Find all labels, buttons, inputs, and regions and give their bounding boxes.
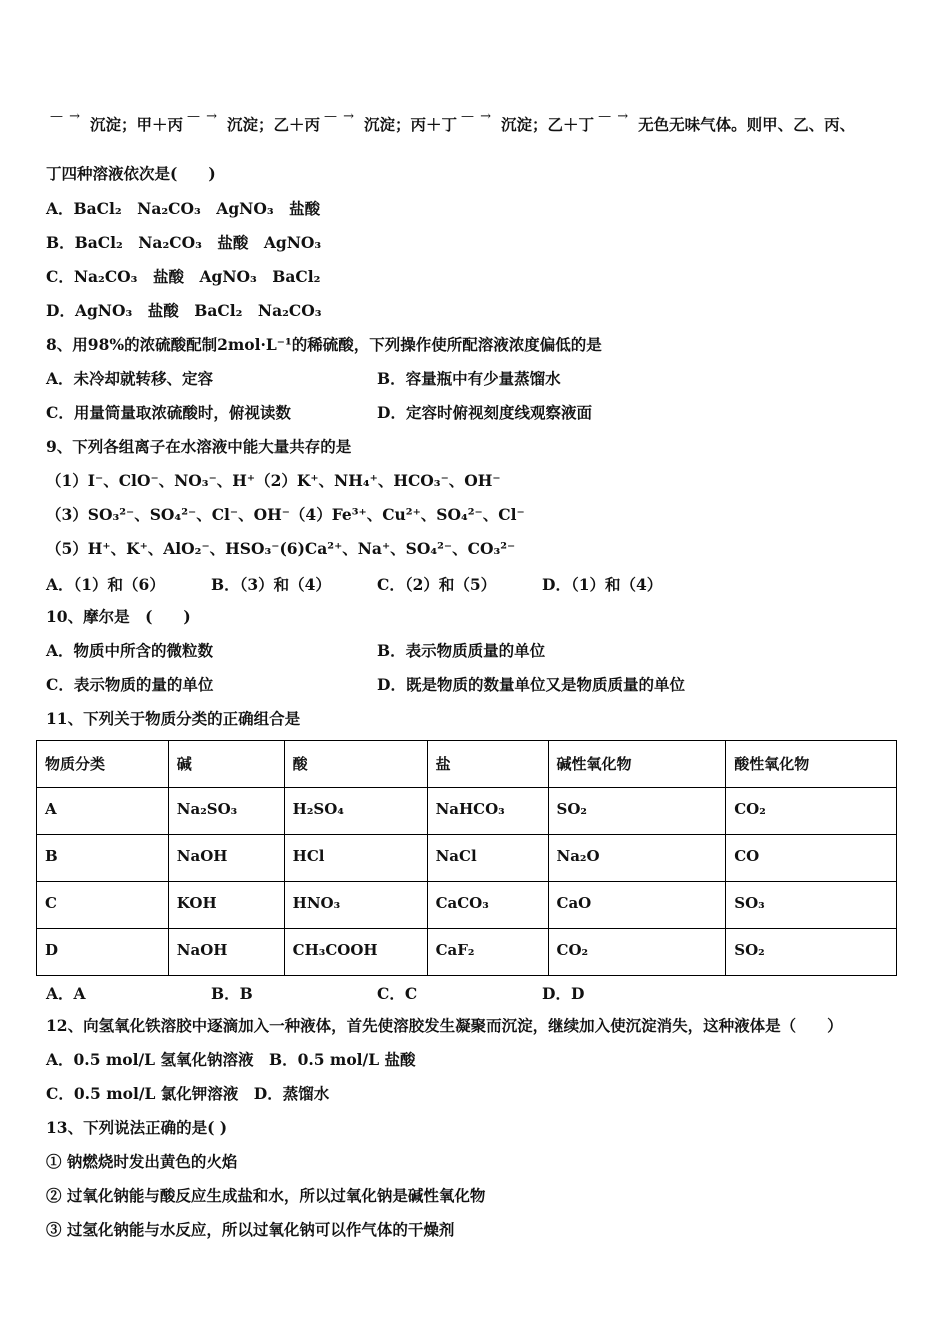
q7-option-d: D．AgNO₃ 盐酸 BaCl₂ Na₂CO₃ <box>46 301 322 320</box>
q9-group-5-6: （5）H⁺、K⁺、AlO₂⁻、HSO₃⁻(6)Ca²⁺、Na⁺、SO₄²⁻、CO₃²⁻ <box>46 539 516 558</box>
reaction-arrow-icon <box>457 115 501 135</box>
q11-stem: 11、下列关于物质分类的正确组合是 <box>46 709 301 728</box>
q9-stem: 9、下列各组离子在水溶液中能大量共存的是 <box>46 437 352 456</box>
table-header-cell: 酸性氧化物 <box>726 741 897 788</box>
q10-option-a: A．物质中所含的微粒数 <box>46 641 214 660</box>
q7-option-b: B．BaCl₂ Na₂CO₃ 盐酸 AgNO₃ <box>46 233 322 252</box>
q10-option-b: B．表示物质质量的单位 <box>377 641 546 660</box>
reaction-arrow-icon <box>320 115 364 135</box>
q8-stem: 8、用98%的浓硫酸配制2mol·L⁻¹的稀硫酸，下列操作使所配溶液浓度偏低的是 <box>46 335 602 354</box>
table-cell: Na₂SO₃ <box>168 788 284 835</box>
q9-option-a: A．（1）和（6） <box>46 575 165 594</box>
table-cell: HNO₃ <box>284 882 427 929</box>
table-cell: SO₂ <box>726 929 897 976</box>
table-cell: CH₃COOH <box>284 929 427 976</box>
q10-option-c: C．表示物质的量的单位 <box>46 675 214 694</box>
q8-option-a: A．未冷却就转移、定容 <box>46 369 214 388</box>
table-cell: B <box>37 835 169 882</box>
q12-stem: 12、向氢氧化铁溶胶中逐滴加入一种液体，首先使溶胶发生凝聚而沉淀，继续加入使沉淀消失，这种液体是（ ） <box>46 1016 843 1035</box>
table-header-cell: 碱性氧化物 <box>548 741 726 788</box>
q11-options <box>0 982 950 1002</box>
q10-stem: 10、摩尔是 ( ) <box>46 607 191 626</box>
table-cell: HCl <box>284 835 427 882</box>
table-row <box>37 882 897 929</box>
reaction-arrow-icon <box>46 115 90 135</box>
table-cell: Na₂O <box>548 835 726 882</box>
reaction-arrow-icon <box>594 115 638 135</box>
q8-option-b: B．容量瓶中有少量蒸馏水 <box>377 369 561 388</box>
q8-option-d: D．定容时俯视刻度线观察液面 <box>377 403 592 422</box>
table-cell: NaOH <box>168 929 284 976</box>
table-cell: CO <box>726 835 897 882</box>
table-cell: NaHCO₃ <box>427 788 548 835</box>
table-header-cell: 碱 <box>168 741 284 788</box>
classification-table <box>36 740 897 976</box>
table-header-cell: 酸 <box>284 741 427 788</box>
q11-option-b: B．B <box>211 984 253 1003</box>
q9-group-3-4: （3）SO₃²⁻、SO₄²⁻、Cl⁻、OH⁻（4）Fe³⁺、Cu²⁺、SO₄²⁻、Cl⁻ <box>46 505 525 524</box>
q7-text-5: 无色无味气体。则甲、乙、丙、 <box>638 115 856 134</box>
q7-option-c: C．Na₂CO₃ 盐酸 AgNO₃ BaCl₂ <box>46 267 321 286</box>
table-cell: CaO <box>548 882 726 929</box>
table-cell: CaF₂ <box>427 929 548 976</box>
table-cell: NaOH <box>168 835 284 882</box>
q7-option-a: A．BaCl₂ Na₂CO₃ AgNO₃ 盐酸 <box>46 199 321 218</box>
q7-reaction-line <box>46 115 855 135</box>
table-row <box>37 835 897 882</box>
q12-options-cd: C．0.5 mol/L 氯化钾溶液 D．蒸馏水 <box>46 1084 330 1103</box>
table-header-row <box>37 741 897 788</box>
q9-option-b: B．（3）和（4） <box>211 575 331 594</box>
table-header-cell: 物质分类 <box>37 741 169 788</box>
q7-text-2: 沉淀；乙＋丙 <box>227 115 321 134</box>
table-cell: D <box>37 929 169 976</box>
q11-option-d: D．D <box>542 984 585 1003</box>
q10-option-d: D．既是物质的数量单位又是物质质量的单位 <box>377 675 685 694</box>
table-row <box>37 788 897 835</box>
table-cell: CaCO₃ <box>427 882 548 929</box>
q7-stem-end: 丁四种溶液依次是( ) <box>46 164 216 183</box>
q7-text-3: 沉淀；丙＋丁 <box>364 115 458 134</box>
reaction-arrow-icon <box>183 115 227 135</box>
table-cell: NaCl <box>427 835 548 882</box>
q7-text-4: 沉淀；乙＋丁 <box>501 115 595 134</box>
table-row <box>37 929 897 976</box>
table-cell: CO₂ <box>548 929 726 976</box>
table-cell: SO₃ <box>726 882 897 929</box>
q13-statement-1: ① 钠燃烧时发出黄色的火焰 <box>46 1152 238 1171</box>
q8-option-c: C．用量筒量取浓硫酸时，俯视读数 <box>46 403 291 422</box>
q13-statement-2: ② 过氧化钠能与酸反应生成盐和水，所以过氧化钠是碱性氧化物 <box>46 1186 486 1205</box>
q13-statement-3: ③ 过氢化钠能与水反应，所以过氧化钠可以作气体的干燥剂 <box>46 1220 455 1239</box>
q11-option-a: A．A <box>46 984 86 1003</box>
table-cell: KOH <box>168 882 284 929</box>
q13-stem: 13、下列说法正确的是( ) <box>46 1118 228 1137</box>
q12-options-ab: A．0.5 mol/L 氢氧化钠溶液 B．0.5 mol/L 盐酸 <box>46 1050 416 1069</box>
q11-option-c: C．C <box>377 984 418 1003</box>
q9-option-c: C．（2）和（5） <box>377 575 497 594</box>
q9-group-1-2: （1）I⁻、ClO⁻、NO₃⁻、H⁺（2）K⁺、NH₄⁺、HCO₃⁻、OH⁻ <box>46 471 501 490</box>
q7-text-1: 沉淀；甲＋丙 <box>90 115 184 134</box>
table-header-cell: 盐 <box>427 741 548 788</box>
q9-option-d: D．（1）和（4） <box>542 575 663 594</box>
table-cell: C <box>37 882 169 929</box>
table-cell: H₂SO₄ <box>284 788 427 835</box>
q9-options <box>0 573 950 593</box>
table-cell: SO₂ <box>548 788 726 835</box>
table-cell: A <box>37 788 169 835</box>
table-cell: CO₂ <box>726 788 897 835</box>
